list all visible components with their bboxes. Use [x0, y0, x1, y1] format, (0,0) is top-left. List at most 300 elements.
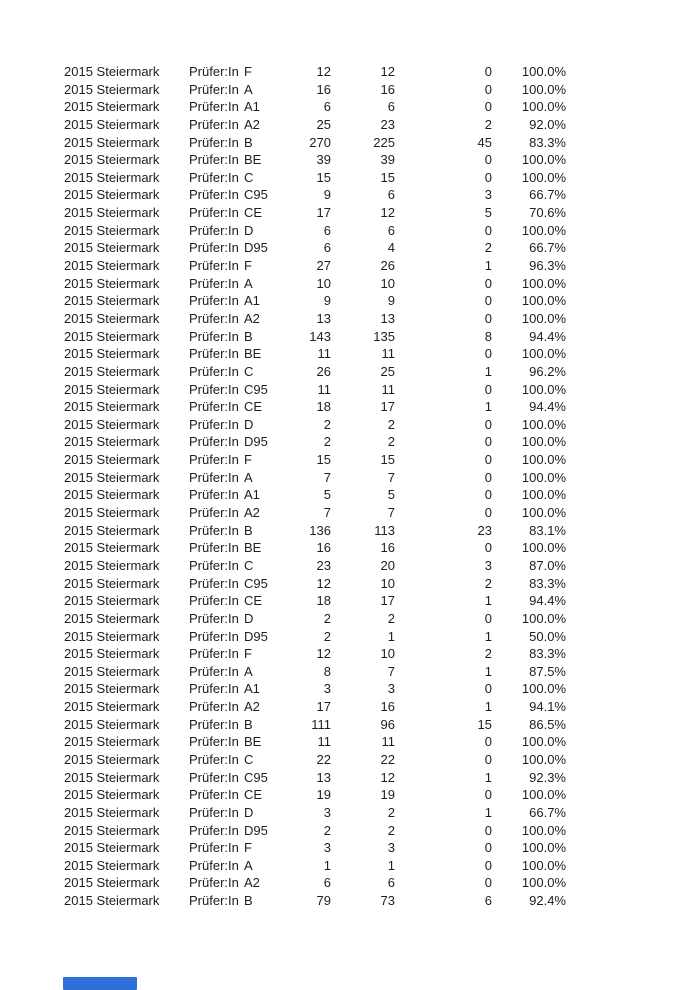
- passed-cell: 11: [381, 346, 395, 362]
- year-region-cell: 2015 Steiermark: [64, 505, 160, 521]
- license-class-cell: D95: [244, 434, 268, 450]
- license-class-cell: B: [244, 522, 253, 538]
- role-cell: Prüfer:In: [189, 64, 239, 79]
- license-class-cell: D: [244, 804, 254, 820]
- failed-cell: 1: [484, 769, 492, 785]
- license-class-cell: A2: [244, 116, 260, 132]
- year-region-cell: 2015 Steiermark: [64, 857, 160, 873]
- attempts-cell: 11: [317, 381, 331, 397]
- role-cell: Prüfer:In: [189, 734, 239, 750]
- attempts-cell: 16: [316, 81, 331, 97]
- horizontal-scrollbar-thumb[interactable]: [63, 977, 137, 990]
- passed-cell: 13: [380, 310, 395, 326]
- table-row: [0, 610, 700, 628]
- role-cell: Prüfer:In: [189, 328, 239, 344]
- attempts-cell: 12: [316, 64, 331, 79]
- pass-rate-cell: 100.0%: [521, 310, 566, 326]
- failed-cell: 45: [477, 134, 492, 150]
- failed-cell: 0: [484, 434, 492, 450]
- table-row: [0, 81, 700, 99]
- attempts-cell: 9: [323, 187, 331, 203]
- failed-cell: 15: [477, 716, 492, 732]
- license-class-cell: B: [244, 328, 253, 344]
- role-cell: Prüfer:In: [189, 875, 239, 891]
- pass-rate-cell: 100.0%: [521, 293, 566, 309]
- table-row: [0, 345, 700, 363]
- table-row: [0, 257, 700, 275]
- year-region-cell: 2015 Steiermark: [64, 222, 160, 238]
- pass-rate-cell: 100.0%: [521, 222, 566, 238]
- failed-cell: 2: [484, 240, 492, 256]
- year-region-cell: 2015 Steiermark: [64, 557, 160, 573]
- attempts-cell: 136: [309, 522, 331, 538]
- table-row: [0, 733, 700, 751]
- role-cell: Prüfer:In: [189, 540, 239, 556]
- table-row: [0, 680, 700, 698]
- license-class-cell: A2: [244, 699, 260, 715]
- pass-rate-cell: 100.0%: [521, 169, 566, 185]
- attempts-cell: 25: [316, 116, 331, 132]
- license-class-cell: A2: [244, 310, 260, 326]
- year-region-cell: 2015 Steiermark: [64, 646, 160, 662]
- passed-cell: 5: [387, 487, 395, 503]
- failed-cell: 0: [484, 346, 492, 362]
- license-class-cell: A2: [244, 505, 260, 521]
- table-row: [0, 310, 700, 328]
- license-class-cell: A: [244, 857, 253, 873]
- role-cell: Prüfer:In: [189, 205, 239, 221]
- attempts-cell: 18: [316, 593, 331, 609]
- license-class-cell: BE: [244, 152, 262, 168]
- passed-cell: 23: [380, 116, 395, 132]
- role-cell: Prüfer:In: [189, 663, 239, 679]
- table-row: [0, 169, 700, 187]
- attempts-cell: 6: [323, 99, 331, 115]
- license-class-cell: B: [244, 134, 253, 150]
- attempts-cell: 6: [323, 222, 331, 238]
- pass-rate-cell: 100.0%: [521, 416, 566, 432]
- pass-rate-cell: 100.0%: [521, 434, 566, 450]
- passed-cell: 12: [380, 205, 395, 221]
- pass-rate-cell: 100.0%: [521, 469, 566, 485]
- attempts-cell: 22: [316, 751, 331, 767]
- year-region-cell: 2015 Steiermark: [64, 416, 160, 432]
- failed-cell: 0: [484, 152, 492, 168]
- failed-cell: 0: [484, 222, 492, 238]
- failed-cell: 1: [484, 804, 492, 820]
- year-region-cell: 2015 Steiermark: [64, 346, 160, 362]
- role-cell: Prüfer:In: [189, 275, 239, 291]
- table-row: [0, 769, 700, 787]
- passed-cell: 11: [381, 381, 395, 397]
- pass-rate-cell: 100.0%: [521, 452, 566, 468]
- role-cell: Prüfer:In: [189, 416, 239, 432]
- passed-cell: 17: [380, 593, 395, 609]
- table-row: [0, 186, 700, 204]
- table-row: [0, 892, 700, 910]
- attempts-cell: 143: [309, 328, 331, 344]
- license-class-cell: F: [244, 258, 252, 274]
- role-cell: Prüfer:In: [189, 99, 239, 115]
- year-region-cell: 2015 Steiermark: [64, 452, 160, 468]
- pass-rate-cell: 94.1%: [529, 699, 566, 715]
- pass-rate-cell: 94.4%: [529, 328, 566, 344]
- attempts-cell: 111: [311, 716, 331, 732]
- failed-cell: 0: [484, 822, 492, 838]
- license-class-cell: D: [244, 416, 254, 432]
- role-cell: Prüfer:In: [189, 363, 239, 379]
- license-class-cell: A1: [244, 99, 260, 115]
- license-class-cell: C: [244, 363, 254, 379]
- license-class-cell: C95: [244, 187, 268, 203]
- passed-cell: 6: [387, 875, 395, 891]
- year-region-cell: 2015 Steiermark: [64, 134, 160, 150]
- year-region-cell: 2015 Steiermark: [64, 487, 160, 503]
- license-class-cell: D95: [244, 628, 268, 644]
- pass-rate-cell: 96.3%: [529, 258, 566, 274]
- license-class-cell: F: [244, 64, 252, 79]
- license-class-cell: D: [244, 610, 254, 626]
- pass-rate-cell: 100.0%: [521, 840, 566, 856]
- failed-cell: 1: [484, 258, 492, 274]
- attempts-cell: 11: [317, 346, 331, 362]
- table-row: [0, 381, 700, 399]
- failed-cell: 0: [484, 787, 492, 803]
- pass-rate-cell: 66.7%: [529, 240, 566, 256]
- table-row: [0, 98, 700, 116]
- year-region-cell: 2015 Steiermark: [64, 875, 160, 891]
- year-region-cell: 2015 Steiermark: [64, 434, 160, 450]
- role-cell: Prüfer:In: [189, 646, 239, 662]
- passed-cell: 2: [387, 804, 395, 820]
- failed-cell: 0: [484, 487, 492, 503]
- passed-cell: 135: [373, 328, 395, 344]
- table-row: [0, 504, 700, 522]
- license-class-cell: CE: [244, 787, 263, 803]
- attempts-cell: 27: [316, 258, 331, 274]
- pass-rate-cell: 70.6%: [529, 205, 566, 221]
- pass-rate-cell: 96.2%: [529, 363, 566, 379]
- failed-cell: 8: [484, 328, 492, 344]
- license-class-cell: A: [244, 81, 253, 97]
- role-cell: Prüfer:In: [189, 187, 239, 203]
- year-region-cell: 2015 Steiermark: [64, 275, 160, 291]
- license-class-cell: B: [244, 893, 253, 909]
- failed-cell: 23: [477, 522, 492, 538]
- passed-cell: 1: [387, 628, 395, 644]
- table-row: [0, 663, 700, 681]
- table-row: [0, 275, 700, 293]
- year-region-cell: 2015 Steiermark: [64, 64, 160, 79]
- table-row: [0, 804, 700, 822]
- attempts-cell: 3: [323, 804, 331, 820]
- role-cell: Prüfer:In: [189, 169, 239, 185]
- failed-cell: 0: [484, 452, 492, 468]
- license-class-cell: CE: [244, 399, 263, 415]
- passed-cell: 3: [387, 681, 395, 697]
- passed-cell: 16: [380, 540, 395, 556]
- pass-rate-cell: 83.1%: [529, 522, 566, 538]
- attempts-cell: 15: [316, 169, 331, 185]
- passed-cell: 9: [387, 293, 395, 309]
- attempts-cell: 6: [323, 240, 331, 256]
- license-class-cell: A: [244, 663, 253, 679]
- pass-rate-cell: 100.0%: [521, 346, 566, 362]
- year-region-cell: 2015 Steiermark: [64, 240, 160, 256]
- year-region-cell: 2015 Steiermark: [64, 699, 160, 715]
- pass-rate-cell: 66.7%: [529, 804, 566, 820]
- attempts-cell: 3: [323, 840, 331, 856]
- year-region-cell: 2015 Steiermark: [64, 99, 160, 115]
- year-region-cell: 2015 Steiermark: [64, 593, 160, 609]
- pass-rate-cell: 66.7%: [529, 187, 566, 203]
- role-cell: Prüfer:In: [189, 258, 239, 274]
- table-row: [0, 628, 700, 646]
- role-cell: Prüfer:In: [189, 487, 239, 503]
- table-row: [0, 204, 700, 222]
- failed-cell: 0: [484, 505, 492, 521]
- table-row: [0, 222, 700, 240]
- license-class-cell: D95: [244, 822, 268, 838]
- year-region-cell: 2015 Steiermark: [64, 363, 160, 379]
- role-cell: Prüfer:In: [189, 769, 239, 785]
- passed-cell: 16: [380, 81, 395, 97]
- failed-cell: 0: [484, 857, 492, 873]
- results-table: [0, 63, 700, 910]
- attempts-cell: 3: [323, 681, 331, 697]
- table-row: [0, 63, 700, 81]
- table-row: [0, 239, 700, 257]
- role-cell: Prüfer:In: [189, 152, 239, 168]
- attempts-cell: 6: [323, 875, 331, 891]
- passed-cell: 20: [380, 557, 395, 573]
- year-region-cell: 2015 Steiermark: [64, 769, 160, 785]
- license-class-cell: A: [244, 275, 253, 291]
- table-row: [0, 522, 700, 540]
- license-class-cell: CE: [244, 593, 263, 609]
- table-row: [0, 486, 700, 504]
- failed-cell: 0: [484, 469, 492, 485]
- attempts-cell: 2: [323, 822, 331, 838]
- year-region-cell: 2015 Steiermark: [64, 205, 160, 221]
- license-class-cell: BE: [244, 734, 262, 750]
- passed-cell: 15: [380, 169, 395, 185]
- attempts-cell: 18: [316, 399, 331, 415]
- failed-cell: 0: [484, 610, 492, 626]
- attempts-cell: 7: [323, 469, 331, 485]
- pass-rate-cell: 100.0%: [521, 64, 566, 79]
- year-region-cell: 2015 Steiermark: [64, 540, 160, 556]
- year-region-cell: 2015 Steiermark: [64, 469, 160, 485]
- failed-cell: 0: [484, 99, 492, 115]
- failed-cell: 3: [484, 557, 492, 573]
- role-cell: Prüfer:In: [189, 840, 239, 856]
- passed-cell: 12: [380, 64, 395, 79]
- passed-cell: 19: [380, 787, 395, 803]
- attempts-cell: 13: [316, 769, 331, 785]
- year-region-cell: 2015 Steiermark: [64, 399, 160, 415]
- pass-rate-cell: 100.0%: [521, 751, 566, 767]
- pass-rate-cell: 100.0%: [521, 857, 566, 873]
- role-cell: Prüfer:In: [189, 857, 239, 873]
- attempts-cell: 79: [316, 893, 331, 909]
- pass-rate-cell: 100.0%: [521, 152, 566, 168]
- table-row: [0, 575, 700, 593]
- table-row: [0, 451, 700, 469]
- role-cell: Prüfer:In: [189, 575, 239, 591]
- passed-cell: 12: [380, 769, 395, 785]
- passed-cell: 11: [381, 734, 395, 750]
- role-cell: Prüfer:In: [189, 681, 239, 697]
- failed-cell: 0: [484, 381, 492, 397]
- license-class-cell: A: [244, 469, 253, 485]
- table-row: [0, 151, 700, 169]
- year-region-cell: 2015 Steiermark: [64, 840, 160, 856]
- attempts-cell: 16: [316, 540, 331, 556]
- table-row: [0, 592, 700, 610]
- failed-cell: 1: [484, 628, 492, 644]
- attempts-cell: 15: [316, 452, 331, 468]
- failed-cell: 0: [484, 840, 492, 856]
- role-cell: Prüfer:In: [189, 434, 239, 450]
- year-region-cell: 2015 Steiermark: [64, 663, 160, 679]
- license-class-cell: A2: [244, 875, 260, 891]
- pass-rate-cell: 92.0%: [529, 116, 566, 132]
- passed-cell: 10: [380, 275, 395, 291]
- role-cell: Prüfer:In: [189, 116, 239, 132]
- license-class-cell: C95: [244, 381, 268, 397]
- license-class-cell: C: [244, 169, 254, 185]
- pass-rate-cell: 100.0%: [521, 99, 566, 115]
- license-class-cell: B: [244, 716, 253, 732]
- failed-cell: 1: [484, 399, 492, 415]
- table-row: [0, 539, 700, 557]
- attempts-cell: 39: [316, 152, 331, 168]
- pass-rate-cell: 100.0%: [521, 822, 566, 838]
- role-cell: Prüfer:In: [189, 716, 239, 732]
- failed-cell: 0: [484, 681, 492, 697]
- attempts-cell: 17: [316, 205, 331, 221]
- attempts-cell: 1: [323, 857, 331, 873]
- license-class-cell: A1: [244, 293, 260, 309]
- table-row: [0, 116, 700, 134]
- year-region-cell: 2015 Steiermark: [64, 893, 160, 909]
- failed-cell: 2: [484, 116, 492, 132]
- failed-cell: 0: [484, 64, 492, 79]
- table-row: [0, 363, 700, 381]
- attempts-cell: 7: [323, 505, 331, 521]
- year-region-cell: 2015 Steiermark: [64, 610, 160, 626]
- year-region-cell: 2015 Steiermark: [64, 81, 160, 97]
- attempts-cell: 2: [323, 416, 331, 432]
- failed-cell: 2: [484, 646, 492, 662]
- year-region-cell: 2015 Steiermark: [64, 116, 160, 132]
- failed-cell: 0: [484, 293, 492, 309]
- attempts-cell: 9: [323, 293, 331, 309]
- table-row: [0, 134, 700, 152]
- pass-rate-cell: 86.5%: [529, 716, 566, 732]
- failed-cell: 0: [484, 81, 492, 97]
- role-cell: Prüfer:In: [189, 469, 239, 485]
- attempts-cell: 13: [316, 310, 331, 326]
- year-region-cell: 2015 Steiermark: [64, 381, 160, 397]
- year-region-cell: 2015 Steiermark: [64, 169, 160, 185]
- role-cell: Prüfer:In: [189, 505, 239, 521]
- pass-rate-cell: 100.0%: [521, 610, 566, 626]
- year-region-cell: 2015 Steiermark: [64, 328, 160, 344]
- year-region-cell: 2015 Steiermark: [64, 258, 160, 274]
- table-row: [0, 716, 700, 734]
- failed-cell: 6: [484, 893, 492, 909]
- year-region-cell: 2015 Steiermark: [64, 310, 160, 326]
- table-row: [0, 328, 700, 346]
- role-cell: Prüfer:In: [189, 522, 239, 538]
- year-region-cell: 2015 Steiermark: [64, 804, 160, 820]
- failed-cell: 0: [484, 310, 492, 326]
- role-cell: Prüfer:In: [189, 310, 239, 326]
- role-cell: Prüfer:In: [189, 557, 239, 573]
- license-class-cell: C: [244, 557, 254, 573]
- pass-rate-cell: 83.3%: [529, 134, 566, 150]
- table-row: [0, 557, 700, 575]
- failed-cell: 1: [484, 363, 492, 379]
- passed-cell: 17: [380, 399, 395, 415]
- attempts-cell: 5: [323, 487, 331, 503]
- attempts-cell: 19: [316, 787, 331, 803]
- passed-cell: 113: [374, 522, 395, 538]
- table-row: [0, 416, 700, 434]
- role-cell: Prüfer:In: [189, 593, 239, 609]
- failed-cell: 0: [484, 540, 492, 556]
- failed-cell: 1: [484, 663, 492, 679]
- passed-cell: 25: [380, 363, 395, 379]
- passed-cell: 15: [380, 452, 395, 468]
- failed-cell: 0: [484, 169, 492, 185]
- attempts-cell: 2: [323, 434, 331, 450]
- passed-cell: 22: [380, 751, 395, 767]
- pass-rate-cell: 100.0%: [521, 81, 566, 97]
- year-region-cell: 2015 Steiermark: [64, 716, 160, 732]
- attempts-cell: 2: [323, 610, 331, 626]
- license-class-cell: C: [244, 751, 254, 767]
- pass-rate-cell: 100.0%: [521, 875, 566, 891]
- role-cell: Prüfer:In: [189, 293, 239, 309]
- table-row: [0, 398, 700, 416]
- role-cell: Prüfer:In: [189, 610, 239, 626]
- passed-cell: 2: [387, 610, 395, 626]
- passed-cell: 7: [387, 469, 395, 485]
- year-region-cell: 2015 Steiermark: [64, 734, 160, 750]
- year-region-cell: 2015 Steiermark: [64, 822, 160, 838]
- pass-rate-cell: 94.4%: [529, 399, 566, 415]
- pass-rate-cell: 87.0%: [529, 557, 566, 573]
- license-class-cell: A1: [244, 487, 260, 503]
- passed-cell: 6: [387, 187, 395, 203]
- table-row: [0, 839, 700, 857]
- attempts-cell: 270: [309, 134, 331, 150]
- year-region-cell: 2015 Steiermark: [64, 187, 160, 203]
- license-class-cell: F: [244, 646, 252, 662]
- pass-rate-cell: 100.0%: [521, 505, 566, 521]
- passed-cell: 10: [380, 575, 395, 591]
- pass-rate-cell: 92.4%: [529, 893, 566, 909]
- passed-cell: 4: [387, 240, 395, 256]
- passed-cell: 1: [387, 857, 395, 873]
- table-row: [0, 857, 700, 875]
- pass-rate-cell: 100.0%: [521, 275, 566, 291]
- year-region-cell: 2015 Steiermark: [64, 293, 160, 309]
- role-cell: Prüfer:In: [189, 787, 239, 803]
